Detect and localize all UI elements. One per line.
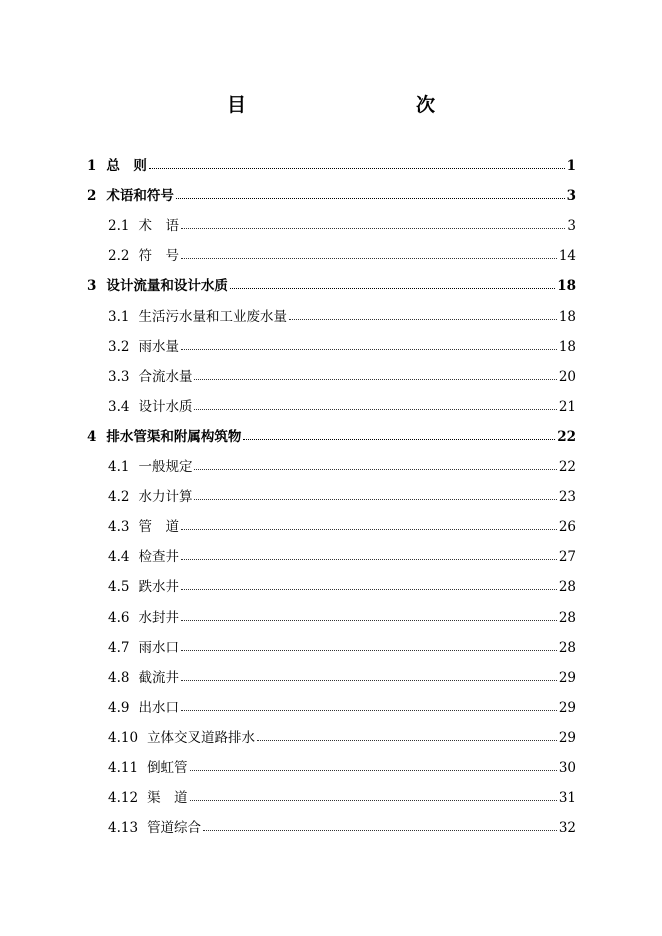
dot-leader xyxy=(203,830,557,831)
toc-entry-label: 水力计算 xyxy=(138,489,193,506)
toc-entry-page-number: 20 xyxy=(558,368,576,385)
toc-entry-page-number: 28 xyxy=(558,579,576,596)
toc-entry[interactable] xyxy=(87,184,576,208)
toc-entry-page-number: 31 xyxy=(558,790,576,807)
toc-entry-label: 设计流量和设计水质 xyxy=(106,278,228,295)
toc-entry-page-number: 18 xyxy=(558,338,576,355)
toc-entry-number: 4 xyxy=(87,428,97,445)
toc-entry-number: 4.6 xyxy=(108,609,130,626)
toc-entry-label: 总 则 xyxy=(106,158,147,174)
toc-entry-number: 4.13 xyxy=(108,820,139,837)
toc-entry-number: 3.1 xyxy=(108,308,130,325)
dot-leader xyxy=(190,800,557,801)
toc-entry-page-number: 28 xyxy=(558,609,576,626)
toc-entry-label: 检查井 xyxy=(138,549,179,566)
dot-leader xyxy=(243,439,555,440)
dot-leader xyxy=(181,559,557,560)
toc-entry[interactable] xyxy=(108,455,576,479)
toc-entry-label: 管 道 xyxy=(138,519,179,536)
toc-entry[interactable] xyxy=(108,545,576,569)
toc-entry-number: 4.9 xyxy=(108,699,130,716)
toc-entry-number: 4.1 xyxy=(108,459,130,475)
toc-entry-page-number: 29 xyxy=(558,669,576,686)
toc-entry-label: 合流水量 xyxy=(138,368,193,385)
toc-entry[interactable] xyxy=(87,154,576,178)
toc-entry-number: 3.3 xyxy=(108,368,130,385)
toc-entry[interactable] xyxy=(108,395,576,419)
toc-entry-label: 术 语 xyxy=(138,218,179,235)
toc-entry-number: 3.4 xyxy=(108,398,130,415)
dot-leader xyxy=(181,620,557,621)
dot-leader xyxy=(190,770,557,771)
toc-entry-page-number: 28 xyxy=(558,639,576,656)
toc-entry-label: 出水口 xyxy=(138,699,179,716)
dot-leader xyxy=(181,589,557,590)
toc-entry[interactable] xyxy=(108,214,576,238)
dot-leader xyxy=(176,198,565,199)
toc-entry-number: 4.10 xyxy=(108,729,139,746)
toc-entry-number: 3.2 xyxy=(108,338,130,355)
toc-entry-label: 排水管渠和附属构筑物 xyxy=(106,428,242,445)
toc-entry-label: 符 号 xyxy=(138,248,179,265)
toc-entry-label: 一般规定 xyxy=(138,459,193,475)
toc-entry-page-number: 14 xyxy=(558,248,576,265)
dot-leader xyxy=(181,680,557,681)
toc-entry-label: 术语和符号 xyxy=(106,188,174,205)
toc-entry-number: 2 xyxy=(87,188,97,205)
toc-entry-label: 渠 道 xyxy=(147,790,188,807)
toc-entry-label: 设计水质 xyxy=(138,398,193,415)
toc-entry-page-number: 3 xyxy=(566,188,576,205)
toc-entry-number: 4.2 xyxy=(108,489,130,506)
toc-entry-label: 立体交叉道路排水 xyxy=(147,729,256,746)
dot-leader xyxy=(194,469,556,470)
toc-entry-label: 雨水口 xyxy=(138,639,179,656)
toc-entry-page-number: 3 xyxy=(567,218,576,235)
toc-entry[interactable] xyxy=(108,305,576,329)
toc-entry-page-number: 22 xyxy=(557,428,576,445)
dot-leader xyxy=(181,258,557,259)
dot-leader xyxy=(181,710,557,711)
toc-entry[interactable] xyxy=(108,365,576,389)
toc-entry-page-number: 29 xyxy=(558,699,576,716)
dot-leader xyxy=(230,288,555,289)
toc-entry-number: 4.5 xyxy=(108,579,130,596)
toc-entry-number: 4.7 xyxy=(108,639,130,656)
toc-entry-number: 4.4 xyxy=(108,549,130,566)
toc-entry-label: 水封井 xyxy=(138,609,179,626)
toc-entry-number: 4.12 xyxy=(108,790,139,807)
toc-entry-number: 2.2 xyxy=(108,248,130,265)
toc-entry-number: 4.8 xyxy=(108,669,130,686)
toc-entry[interactable] xyxy=(87,425,576,449)
toc-entry-number: 2.1 xyxy=(108,218,130,235)
dot-leader xyxy=(289,319,557,320)
toc-entry-number: 4.11 xyxy=(108,760,139,776)
toc-entry-page-number: 18 xyxy=(557,278,576,295)
dot-leader xyxy=(181,650,557,651)
dot-leader xyxy=(194,499,556,500)
toc-entry-page-number: 1 xyxy=(566,158,576,174)
toc-entry[interactable] xyxy=(108,636,576,660)
toc-entry-label: 倒虹管 xyxy=(147,760,188,776)
dot-leader xyxy=(149,168,565,169)
toc-entry-number: 3 xyxy=(87,278,97,295)
toc-entry[interactable] xyxy=(108,756,576,780)
dot-leader xyxy=(257,740,557,741)
toc-entry[interactable] xyxy=(108,786,576,810)
toc-entry[interactable] xyxy=(108,515,576,539)
dot-leader xyxy=(181,228,565,229)
toc-entry-page-number: 18 xyxy=(558,308,576,325)
toc-entry[interactable] xyxy=(108,666,576,690)
dot-leader xyxy=(194,379,556,380)
toc-entry-number: 1 xyxy=(87,158,97,174)
toc-entry-number: 4.3 xyxy=(108,519,130,536)
toc-entry-label: 跌水井 xyxy=(138,579,179,596)
toc-entry-page-number: 26 xyxy=(558,519,576,536)
toc-entry[interactable] xyxy=(108,244,576,268)
toc-entry-page-number: 32 xyxy=(558,820,576,837)
toc-entry-label: 生活污水量和工业废水量 xyxy=(138,308,287,325)
toc-entry-label: 雨水量 xyxy=(138,338,179,355)
toc-entry-page-number: 27 xyxy=(558,549,576,566)
toc-entry-page-number: 22 xyxy=(558,459,576,475)
toc-entry-label: 管道综合 xyxy=(147,820,202,837)
toc-entry[interactable] xyxy=(108,696,576,720)
toc-entry[interactable] xyxy=(108,606,576,630)
toc-entry[interactable] xyxy=(87,274,576,298)
toc-entry-page-number: 29 xyxy=(558,729,576,746)
toc-entry-label: 截流井 xyxy=(138,669,179,686)
toc-entry[interactable] xyxy=(108,816,576,840)
toc-entry-page-number: 21 xyxy=(558,398,576,415)
dot-leader xyxy=(181,529,557,530)
toc-entry[interactable] xyxy=(108,575,576,599)
toc-entry[interactable] xyxy=(108,726,576,750)
toc-entry[interactable] xyxy=(108,335,576,359)
dot-leader xyxy=(181,349,557,350)
dot-leader xyxy=(194,409,556,410)
toc-title: 目 次 xyxy=(226,94,479,116)
toc-entry[interactable] xyxy=(108,485,576,509)
toc-entry-page-number: 23 xyxy=(558,489,576,506)
toc-entry-page-number: 30 xyxy=(558,760,576,776)
